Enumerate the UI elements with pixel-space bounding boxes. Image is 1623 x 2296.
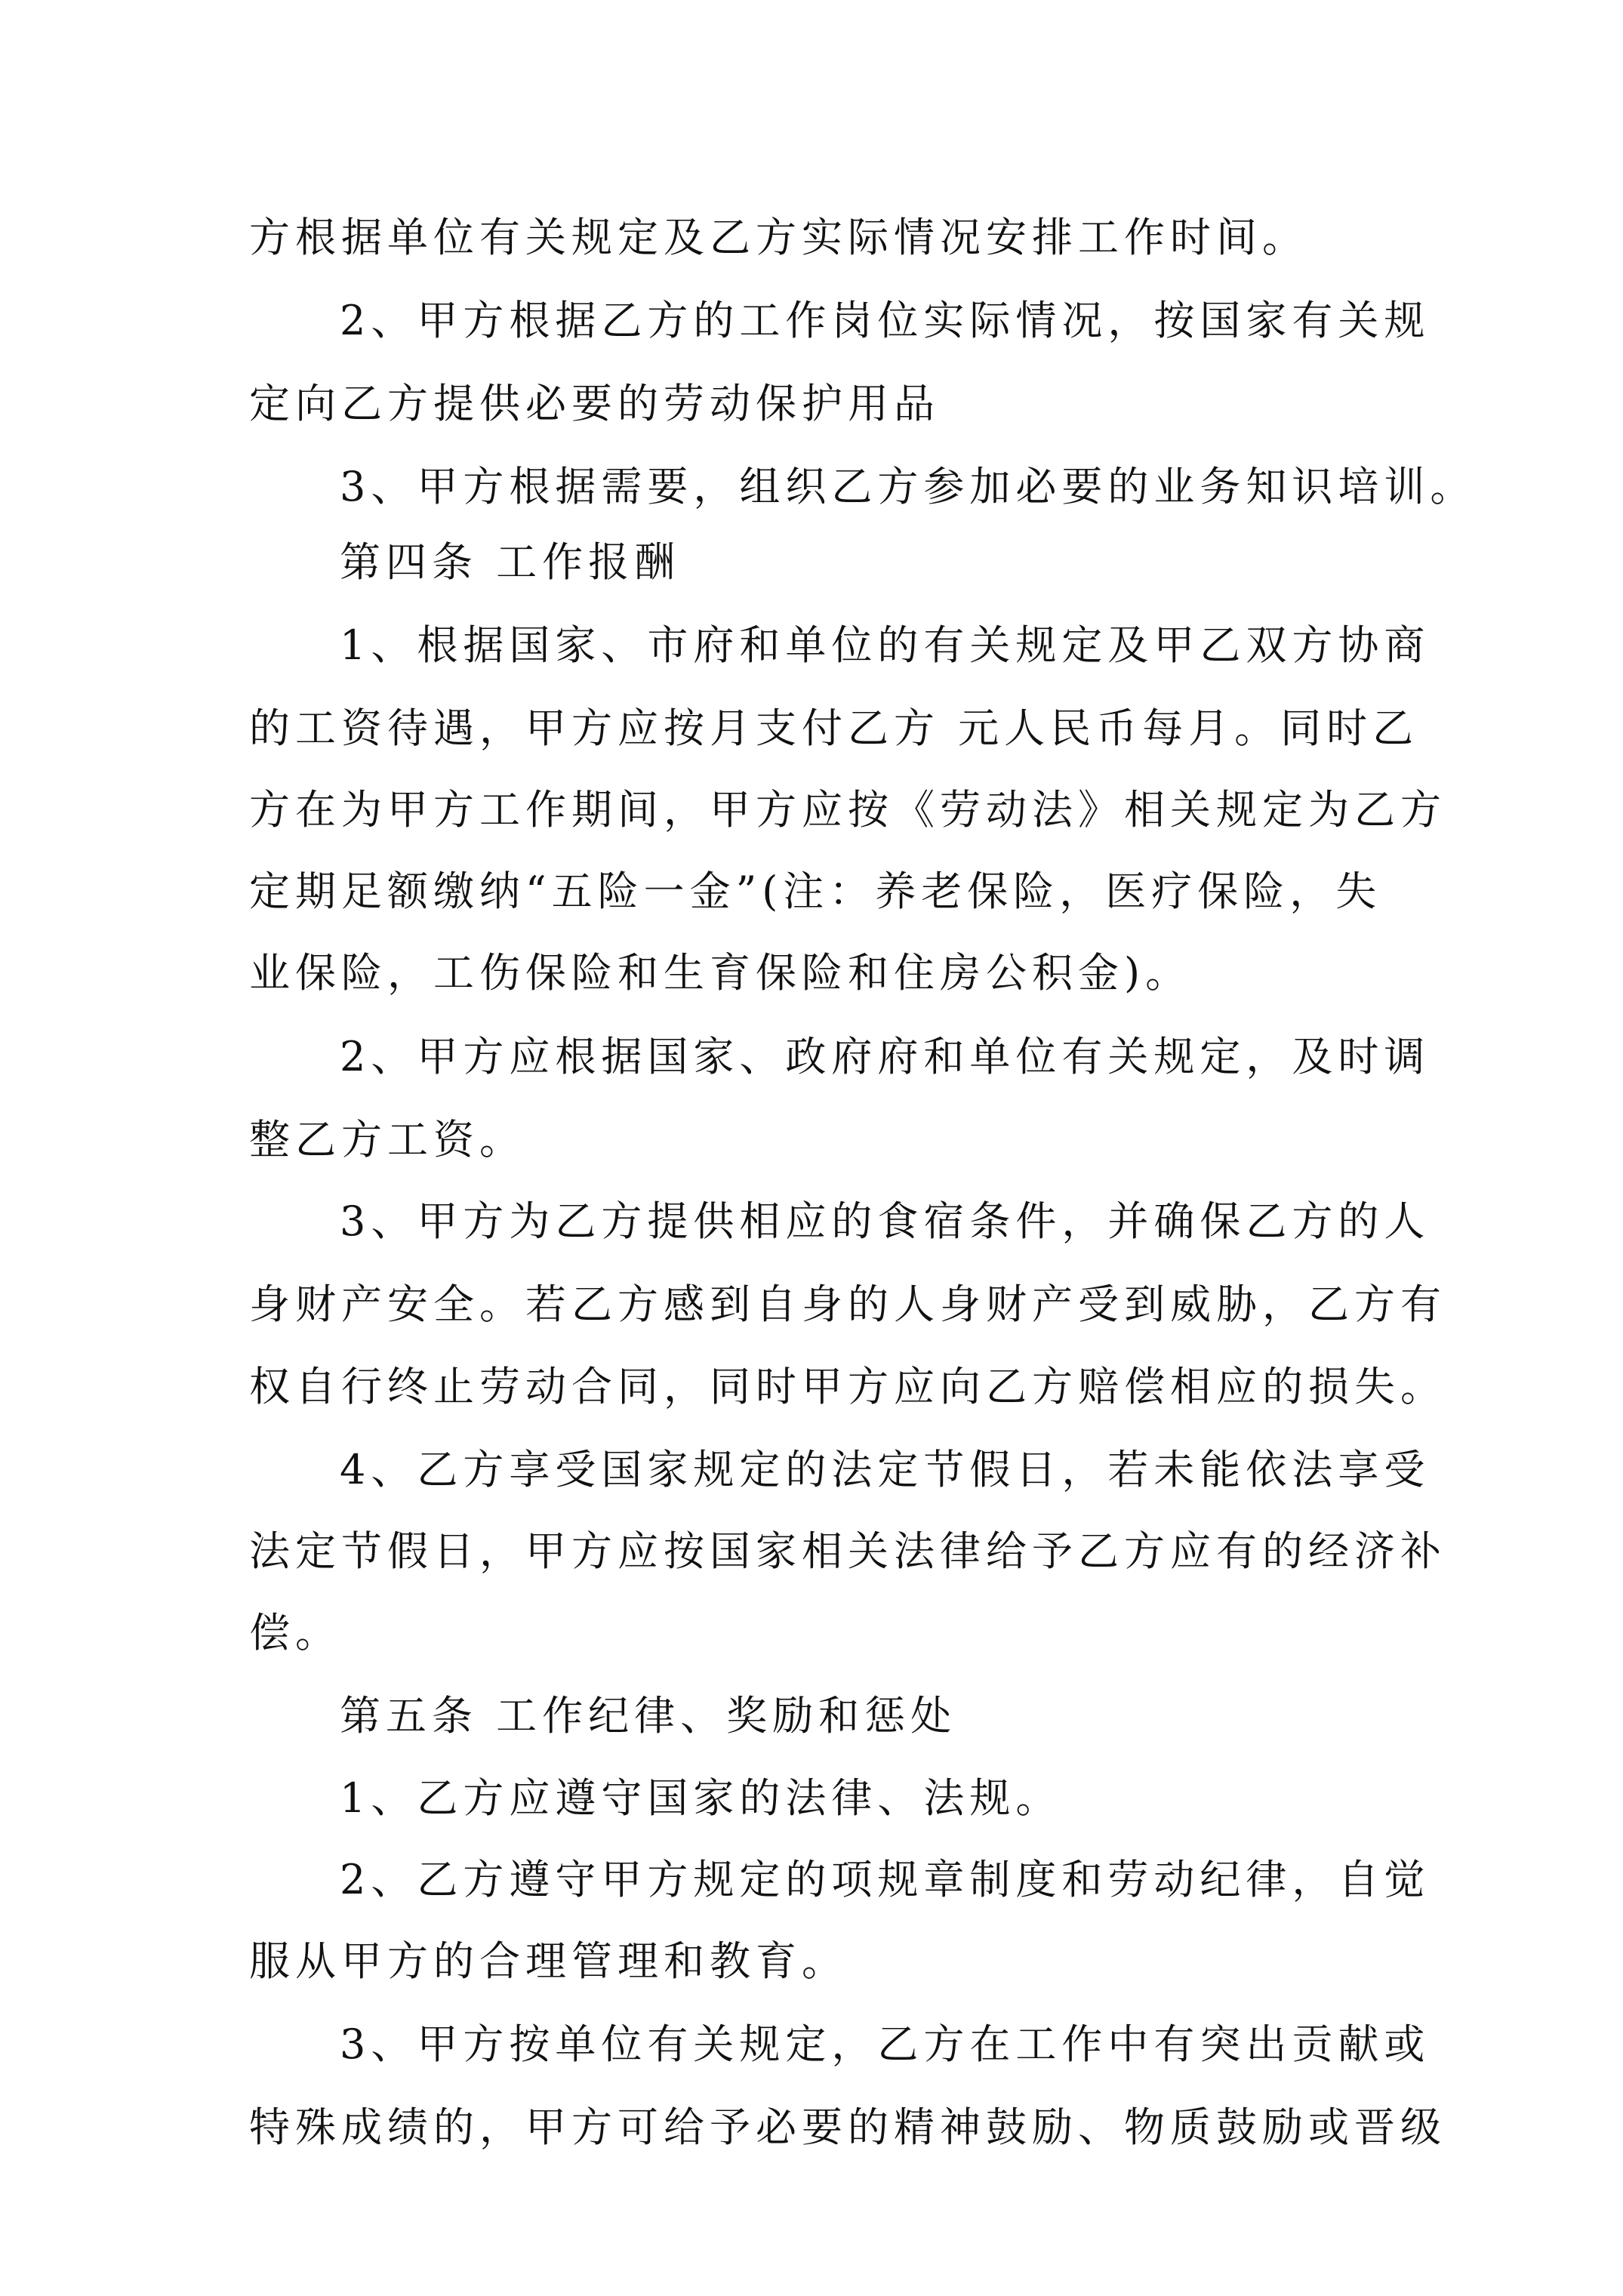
text-line-15: 权自行终止劳动合同，同时甲方应向乙方赔偿相应的损失。 — [249, 1363, 1446, 1410]
text-line-08: 方在为甲方工作期间，甲方应按《劳动法》相关规定为乙方 — [249, 786, 1446, 834]
text-line-21: 2、乙方遵守甲方规定的项规章制度和劳动纪律，自觉 — [340, 1856, 1431, 1903]
text-line-13: 3、甲方为乙方提供相应的食宿条件，并确保乙方的人 — [340, 1197, 1431, 1245]
text-line-10: 业保险，工伤保险和生育保险和住房公积金)。 — [249, 949, 1192, 997]
text-line-12: 整乙方工资。 — [249, 1116, 525, 1163]
text-line-09: 定期足额缴纳“五险一金”(注：养老保险，医疗保险，失 — [249, 868, 1382, 915]
text-line-18: 偿。 — [249, 1609, 341, 1657]
text-line-02: 2、甲方根据乙方的工作岗位实际情况，按国家有关规 — [340, 297, 1431, 344]
text-line-20: 1、乙方应遵守国家的法律、法规。 — [340, 1774, 1062, 1822]
text-line-04: 3、甲方根据需要，组织乙方参加必要的业务知识培训。 — [340, 463, 1477, 510]
text-line-06: 1、根据国家、市府和单位的有关规定及甲乙双方协商 — [340, 621, 1431, 669]
article-five-heading: 第五条 工作纪律、奖励和惩处 — [340, 1692, 957, 1740]
article-four-heading: 第四条 工作报酬 — [340, 538, 681, 586]
text-line-24: 特殊成绩的，甲方可给予必要的精神鼓励、物质鼓励或晋级 — [249, 2103, 1446, 2151]
text-line-14: 身财产安全。若乙方感到自身的人身财产受到威胁，乙方有 — [249, 1281, 1446, 1328]
text-line-17: 法定节假日，甲方应按国家相关法律给予乙方应有的经济补 — [249, 1527, 1446, 1575]
text-line-03: 定向乙方提供必要的劳动保护用品 — [249, 380, 940, 427]
text-line-16: 4、乙方享受国家规定的法定节假日，若未能依法享受 — [340, 1446, 1431, 1493]
text-line-22: 服从甲方的合理管理和教育。 — [249, 1937, 848, 1985]
text-line-23: 3、甲方按单位有关规定，乙方在工作中有突出贡献或 — [340, 2020, 1431, 2068]
text-line-11: 2、甲方应根据国家、政府府和单位有关规定，及时调 — [340, 1033, 1431, 1080]
text-line-01: 方根据单位有关规定及乙方实际情况安排工作时间。 — [249, 214, 1308, 261]
text-line-07: 的工资待遇，甲方应按月支付乙方 元人民币每月。同时乙 — [249, 704, 1419, 752]
